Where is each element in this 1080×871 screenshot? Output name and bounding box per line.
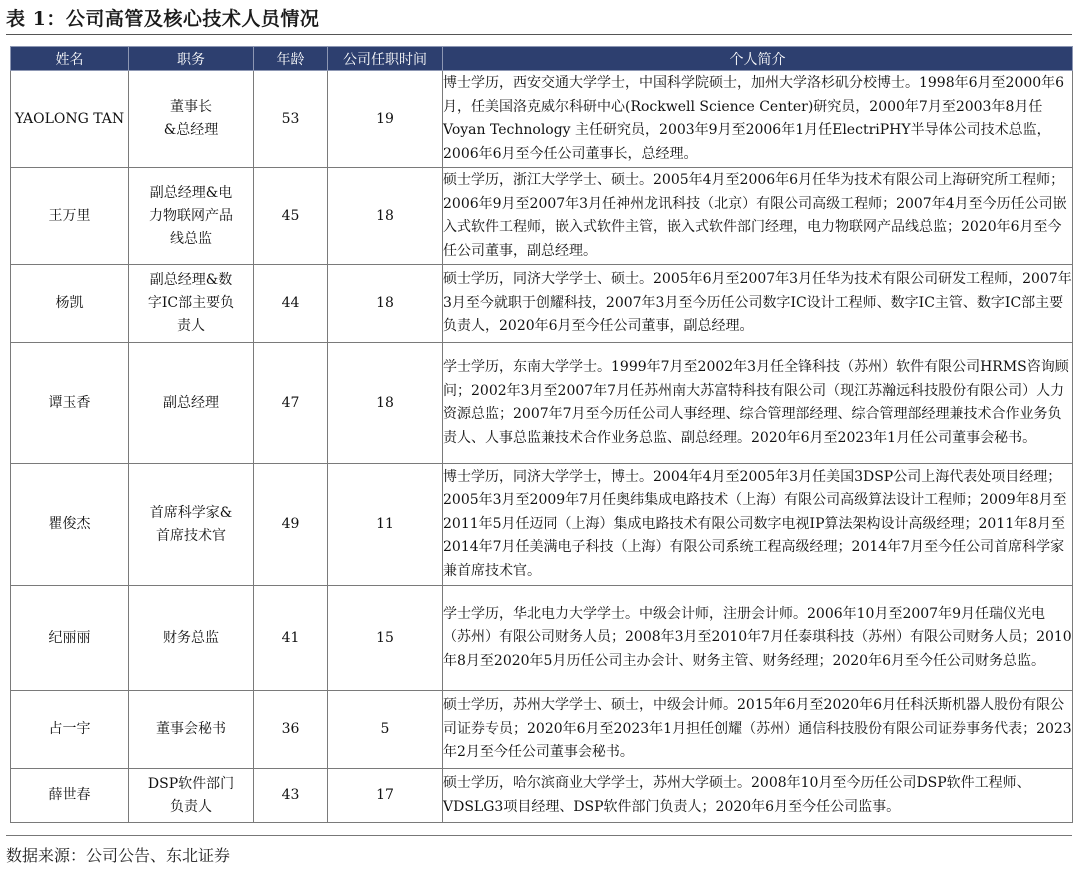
cell-intro: 博士学历，西安交通大学学士，中国科学院硕士，加州大学洛杉矶分校博士。1998年6月至2000年6月，任美国洛克威尔科研中心(Rockwell Science Center)研究员，2000年7月至2003年8月任Voyan Technology 主任研究员，2003年9月至2006年1月任ElectriPHY半导体公司技术总监，2006年6月至今任公司董事长，总经理。: [443, 71, 1073, 168]
cell-intro: 硕士学历，苏州大学学士、硕士，中级会计师。2015年6月至2020年6月任科沃斯机器人股份有限公司证券专员；2020年6月至2023年1月担任创耀（苏州）通信科技股份有限公司证券事务代表；2023年2月至今任公司董事会秘书。: [443, 691, 1073, 769]
cell-position: DSP软件部门 负责人: [129, 769, 254, 823]
table-title: 表 1：公司高管及核心技术人员情况: [6, 8, 320, 30]
cell-tenure: 19: [328, 71, 443, 168]
table-row: [11, 586, 1073, 691]
cell-intro: 博士学历，同济大学学士，博士。2004年4月至2005年3月任美国3DSP公司上海代表处项目经理；2005年3月至2009年7月任奥纬集成电路技术（上海）有限公司高级算法设计工程师；2009年8月至2011年5月任迈同（上海）集成电路技术有限公司数字电视IP算法架构设计高级经理；2011年8月至2014年7月任美满电子科技（上海）有限公司系统工程高级经理；2014年7月至今任公司首席科学家兼首席技术官。: [443, 464, 1073, 586]
cell-intro: 硕士学历，浙江大学学士、硕士。2005年4月至2006年6月任华为技术有限公司上海研究所工程师；2006年9月至2007年3月任神州龙讯科技（北京）有限公司高级工程师；2007年4月至今历任公司嵌入式软件工程师，嵌入式软件主管，嵌入式软件部门经理，电力物联网产品线总监；2020年6月至今任公司董事，副总经理。: [443, 168, 1073, 265]
cell-age: 41: [254, 586, 328, 691]
cell-tenure: 18: [328, 168, 443, 265]
cell-tenure: 5: [328, 691, 443, 769]
table-row: [11, 71, 1073, 168]
header-name: 姓名: [11, 47, 129, 71]
data-source: 数据来源：公司公告、东北证券: [6, 846, 231, 865]
table-row: [11, 691, 1073, 769]
table-row: [11, 343, 1073, 464]
cell-tenure: 11: [328, 464, 443, 586]
table-row: [11, 464, 1073, 586]
cell-position: 副总经理&数 字IC部主要负 责人: [129, 265, 254, 343]
cell-name: 谭玉香: [11, 343, 129, 464]
cell-position: 副总经理: [129, 343, 254, 464]
cell-name: 王万里: [11, 168, 129, 265]
header-tenure: 公司任职时间: [328, 47, 443, 71]
cell-position: 董事长 &总经理: [129, 71, 254, 168]
cell-tenure: 18: [328, 343, 443, 464]
table-row: [11, 265, 1073, 343]
cell-tenure: 17: [328, 769, 443, 823]
header-age: 年龄: [254, 47, 328, 71]
cell-tenure: 15: [328, 586, 443, 691]
cell-position: 财务总监: [129, 586, 254, 691]
cell-age: 44: [254, 265, 328, 343]
cell-age: 49: [254, 464, 328, 586]
cell-intro: 硕士学历，哈尔滨商业大学学士，苏州大学硕士。2008年10月至今历任公司DSP软件工程师、VDSLG3项目经理、DSP软件部门负责人；2020年6月至今任公司监事。: [443, 769, 1073, 823]
cell-intro: 学士学历，华北电力大学学士。中级会计师，注册会计师。2006年10月至2007年9月任瑞仪光电（苏州）有限公司财务人员；2008年3月至2010年7月任泰琪科技（苏州）有限公司财务人员；2010年8月至2020年5月历任公司主办会计、财务主管、财务经理；2020年6月至今任公司财务总监。: [443, 586, 1073, 691]
cell-name: 薛世春: [11, 769, 129, 823]
cell-name: 瞿俊杰: [11, 464, 129, 586]
cell-intro: 学士学历，东南大学学士。1999年7月至2002年3月任全锋科技（苏州）软件有限公司HRMS咨询顾问；2002年3月至2007年7月任苏州南大苏富特科技有限公司（现江苏瀚远科技股份有限公司）人力资源总监；2007年7月至今历任公司人事经理、综合管理部经理、综合管理部经理兼技术合作业务负责人、人事总监兼技术合作业务总监、副总经理。2020年6月至2023年1月任公司董事会秘书。: [443, 343, 1073, 464]
cell-age: 53: [254, 71, 328, 168]
table-row: [11, 769, 1073, 823]
source-divider: [6, 835, 1072, 836]
cell-name: 纪丽丽: [11, 586, 129, 691]
header-intro: 个人简介: [443, 47, 1073, 71]
cell-position: 董事会秘书: [129, 691, 254, 769]
header-position: 职务: [129, 47, 254, 71]
cell-intro: 硕士学历，同济大学学士、硕士。2005年6月至2007年3月任华为技术有限公司研发工程师，2007年3月至今就职于创耀科技，2007年3月至今历任公司数字IC设计工程师、数字IC主管、数字IC部主要负责人，2020年6月至今任公司董事，副总经理。: [443, 265, 1073, 343]
table-row: [11, 168, 1073, 265]
cell-age: 43: [254, 769, 328, 823]
cell-name: 杨凯: [11, 265, 129, 343]
cell-age: 36: [254, 691, 328, 769]
table-header-row: [11, 47, 1073, 71]
cell-age: 45: [254, 168, 328, 265]
cell-age: 47: [254, 343, 328, 464]
title-divider: [6, 34, 1072, 35]
cell-position: 首席科学家& 首席技术官: [129, 464, 254, 586]
cell-position: 副总经理&电 力物联网产品 线总监: [129, 168, 254, 265]
cell-name: 占一宇: [11, 691, 129, 769]
cell-name: YAOLONG TAN: [11, 71, 129, 168]
cell-tenure: 18: [328, 265, 443, 343]
executives-table: [10, 46, 1073, 823]
